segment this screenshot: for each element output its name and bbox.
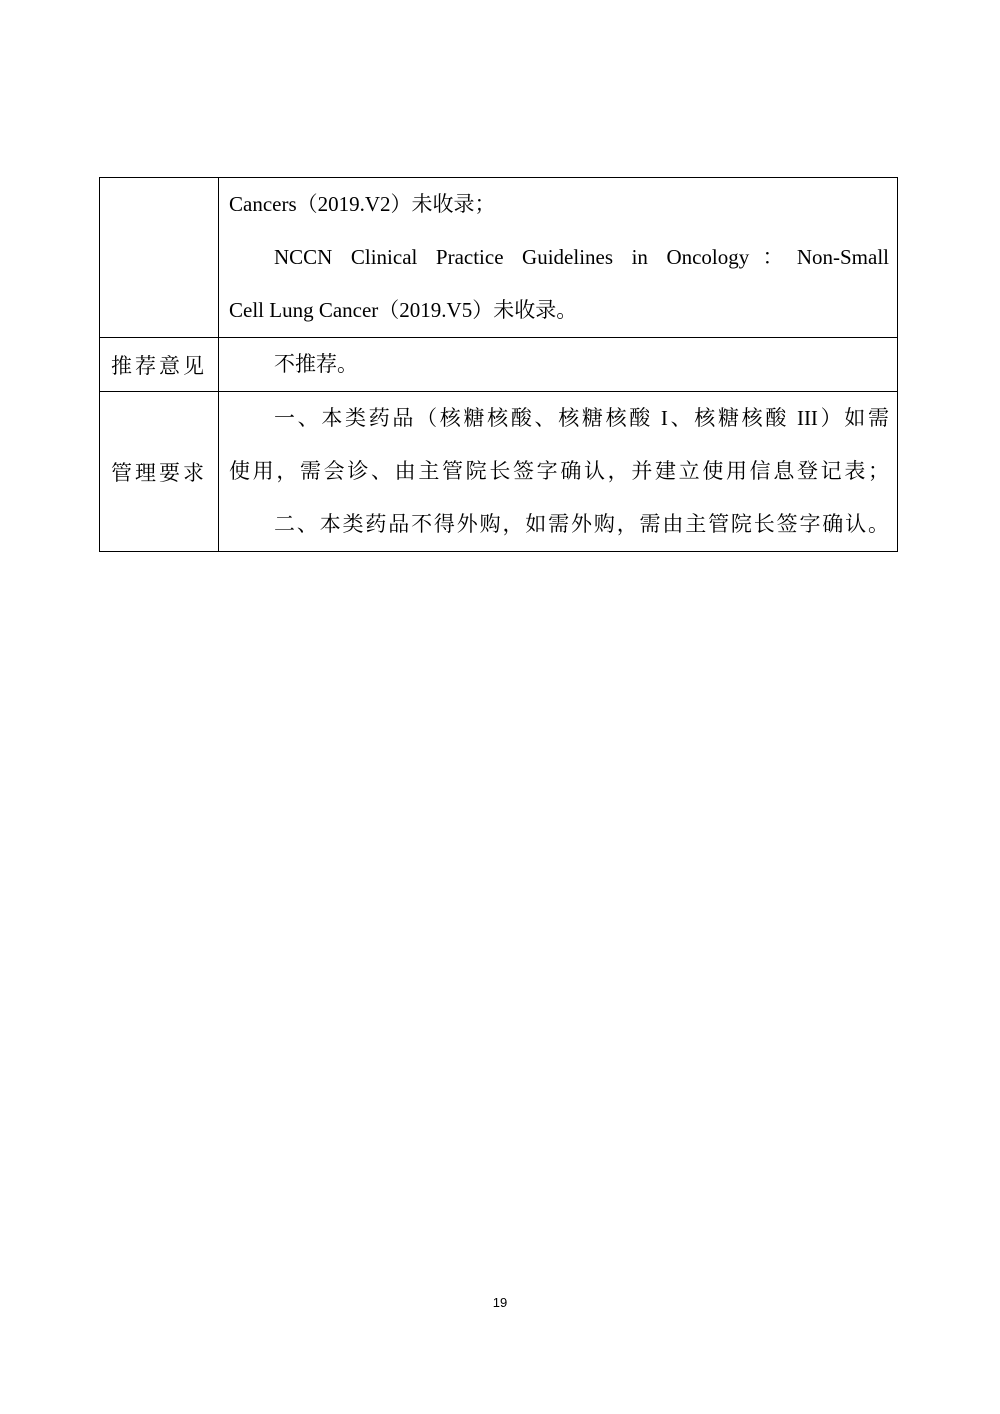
- management-line-2: 使用，需会诊、由主管院长签字确认，并建立使用信息登记表；: [229, 459, 889, 483]
- table-row-management: [100, 392, 898, 552]
- recommendation-line-1: 不推荐。: [274, 352, 358, 376]
- management-label: 管理要求: [100, 392, 219, 552]
- recommendation-label: 推荐意见: [100, 338, 219, 392]
- page-number: 19: [492, 1295, 508, 1310]
- drug-evaluation-table: [99, 177, 898, 552]
- table-row-guidelines: [100, 178, 898, 338]
- guideline-line-3: Cell Lung Cancer（2019.V5）未收录。: [229, 298, 578, 322]
- guidelines-content: [219, 178, 898, 338]
- management-line-1: 一、本类药品（核糖核酸、核糖核酸 I、核糖核酸 III）如需: [274, 406, 889, 430]
- table-row-recommendation: [100, 338, 898, 392]
- management-content: [219, 392, 898, 552]
- guideline-line-2: NCCN Clinical Practice Guidelines in Oncology：Non-Small: [274, 245, 889, 269]
- management-line-3: 二、本类药品不得外购，如需外购，需由主管院长签字确认。: [274, 512, 889, 536]
- row-label-empty: [100, 178, 219, 338]
- recommendation-content: [219, 338, 898, 392]
- guideline-line-1: Cancers（2019.V2）未收录；: [229, 192, 496, 216]
